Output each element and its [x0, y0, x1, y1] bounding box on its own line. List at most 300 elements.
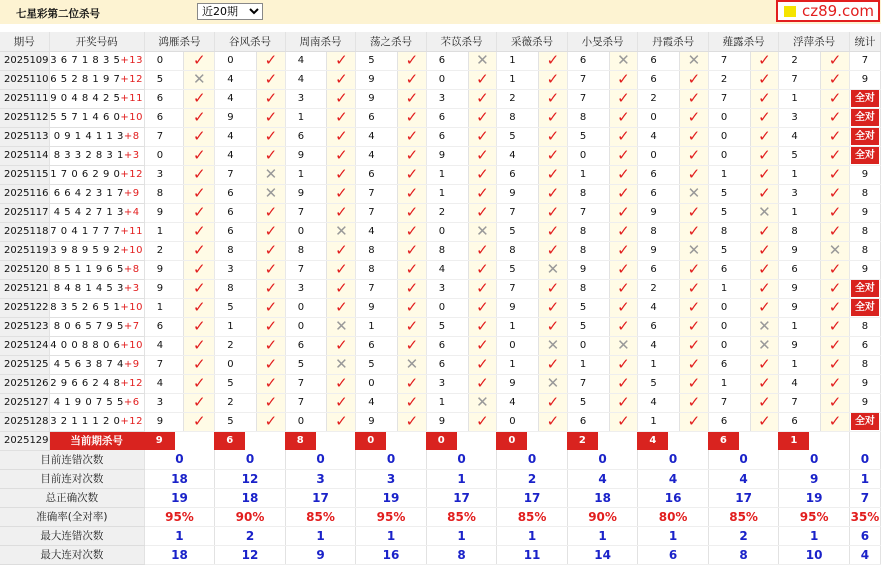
kill-number-cell: 7: [779, 393, 821, 412]
check-mark-icon: ✓: [828, 412, 842, 430]
summary-value: 95%: [779, 507, 850, 526]
check-mark-icon: ✓: [546, 355, 560, 373]
check-mark-icon: ✓: [687, 108, 701, 126]
check-mark-icon: ✓: [546, 184, 560, 202]
period-cell: 2025114: [0, 146, 49, 165]
check-icon: [821, 317, 850, 336]
summary-value: 4: [638, 469, 709, 488]
check-icon: [821, 108, 850, 127]
kill-number-cell: 8: [285, 241, 327, 260]
check-mark-icon: ✓: [193, 241, 206, 259]
kill-number-cell: 7: [567, 374, 609, 393]
summary-value: 95%: [356, 507, 427, 526]
table-row: [0, 298, 881, 317]
draw-digits: 4 5 4 2 7 1 3: [53, 207, 124, 218]
kill-number-cell: 8: [567, 184, 609, 203]
cross-mark-icon: ✕: [546, 336, 560, 354]
summary-value: 3: [285, 469, 356, 488]
kill-number-cell: 8: [567, 279, 609, 298]
kill-number-cell: 8: [356, 260, 398, 279]
summary-value: 7: [849, 488, 880, 507]
check-icon: [397, 165, 426, 184]
site-logo[interactable]: [776, 0, 880, 22]
check-mark-icon: ✓: [193, 146, 206, 164]
kill-number-cell: 0: [356, 374, 398, 393]
check-icon: [821, 393, 850, 412]
check-mark-icon: ✓: [617, 146, 630, 164]
summary-row: [0, 507, 881, 526]
kill-number-cell: 8: [356, 241, 398, 260]
check-mark-icon: ✓: [828, 89, 842, 107]
check-icon: [327, 146, 356, 165]
check-mark-icon: ✓: [758, 260, 771, 278]
draw-digits: 8 3 5 2 6 5 1: [50, 302, 121, 313]
kill-number-cell: 9: [779, 279, 821, 298]
check-mark-icon: ✓: [758, 412, 771, 430]
check-mark-icon: ✓: [758, 165, 771, 183]
kill-number-cell: 5: [497, 222, 539, 241]
check-mark-icon: ✓: [335, 298, 348, 316]
check-mark-icon: ✓: [546, 165, 560, 183]
kill-number-cell: 5: [356, 355, 398, 374]
check-icon: [184, 146, 215, 165]
check-icon: [750, 184, 779, 203]
check-mark-icon: ✓: [687, 203, 701, 221]
table-row: [0, 127, 881, 146]
check-mark-icon: ✓: [617, 279, 630, 297]
check-icon: [821, 184, 850, 203]
check-icon: [680, 203, 709, 222]
stat-cell: 8: [849, 184, 880, 203]
summary-value: 8: [708, 545, 779, 564]
check-icon: [609, 241, 638, 260]
stat-cell: [849, 412, 880, 431]
current-period-row: [0, 431, 881, 450]
kill-number-cell: 8: [779, 222, 821, 241]
summary-value: 85%: [285, 507, 356, 526]
current-stat-cell: [849, 431, 880, 450]
kill-number-cell: 9: [779, 241, 821, 260]
draw-digits: 3 9 8 9 5 9 2: [50, 245, 121, 256]
kill-number-cell: 3: [426, 374, 468, 393]
check-mark-icon: ✓: [335, 146, 348, 164]
kill-number-cell: 5: [708, 184, 750, 203]
check-mark-icon: ✓: [617, 412, 630, 430]
kill-number-cell: 1: [497, 70, 539, 89]
check-mark-icon: ✓: [193, 203, 206, 221]
summary-value: 0: [497, 450, 568, 469]
kill-number-cell: 1: [426, 393, 468, 412]
check-mark-icon: ✓: [264, 298, 278, 316]
check-icon: [256, 222, 285, 241]
check-mark-icon: ✓: [617, 298, 630, 316]
check-mark-icon: ✓: [335, 241, 348, 259]
check-icon: [821, 146, 850, 165]
check-mark-icon: ✓: [476, 127, 489, 145]
check-icon: [397, 108, 426, 127]
period-range-select[interactable]: [197, 3, 263, 20]
check-icon: [609, 260, 638, 279]
check-icon: [397, 241, 426, 260]
kill-number-cell: 1: [567, 165, 609, 184]
logo-text: cz89.com: [802, 2, 875, 20]
kill-number-cell: 9: [285, 184, 327, 203]
check-mark-icon: ✓: [758, 393, 771, 411]
all-correct-badge: 全对: [851, 413, 879, 430]
draw-numbers-cell: [49, 127, 144, 146]
kill-number-cell: 9: [285, 146, 327, 165]
cross-icon: [821, 241, 850, 260]
kill-number-cell: 9: [638, 203, 680, 222]
current-kill-number: 6: [214, 432, 245, 450]
check-mark-icon: ✓: [687, 393, 701, 411]
draw-digits: 6 5 2 8 1 9 7: [50, 74, 121, 85]
check-icon: [256, 146, 285, 165]
kill-number-cell: 0: [426, 222, 468, 241]
kill-number-cell: 1: [285, 108, 327, 127]
summary-value: 1: [426, 526, 497, 545]
summary-value: 90%: [215, 507, 286, 526]
summary-value: 0: [708, 450, 779, 469]
check-icon: [539, 393, 568, 412]
kill-number-cell: 0: [497, 412, 539, 431]
kill-number-cell: 7: [708, 393, 750, 412]
summary-value: 14: [567, 545, 638, 564]
check-icon: [468, 203, 497, 222]
kill-number-cell: 5: [215, 374, 257, 393]
stat-cell: [849, 298, 880, 317]
check-mark-icon: ✓: [828, 127, 842, 145]
check-mark-icon: ✓: [264, 374, 278, 392]
check-icon: [539, 51, 568, 70]
column-header: 荡之杀号: [356, 32, 427, 51]
kill-number-cell: 2: [215, 393, 257, 412]
check-icon: [397, 70, 426, 89]
kill-number-cell: 9: [779, 298, 821, 317]
kill-number-cell: 1: [779, 355, 821, 374]
check-icon: [184, 165, 215, 184]
check-mark-icon: ✓: [617, 393, 630, 411]
stat-cell: [849, 89, 880, 108]
period-cell: 2025120: [0, 260, 49, 279]
check-icon: [609, 222, 638, 241]
kill-number-cell: 6: [779, 412, 821, 431]
kill-number-cell: 1: [285, 165, 327, 184]
period-cell: 2025121: [0, 279, 49, 298]
check-icon: [327, 241, 356, 260]
kill-number-cell: 7: [497, 203, 539, 222]
period-cell: 2025110: [0, 70, 49, 89]
summary-value: 95%: [144, 507, 215, 526]
check-icon: [468, 146, 497, 165]
period-cell: 2025109: [0, 51, 49, 70]
kill-number-cell: 4: [215, 89, 257, 108]
draw-numbers-cell: [49, 241, 144, 260]
check-icon: [750, 374, 779, 393]
table-row: [0, 70, 881, 89]
check-icon: [327, 203, 356, 222]
kill-number-cell: 6: [638, 260, 680, 279]
draw-numbers-cell: [49, 108, 144, 127]
kill-number-cell: 9: [567, 260, 609, 279]
check-mark-icon: ✓: [193, 412, 206, 430]
check-icon: [609, 89, 638, 108]
check-icon: [609, 203, 638, 222]
kill-number-cell: 1: [497, 51, 539, 70]
cross-mark-icon: ✕: [758, 203, 771, 221]
check-mark-icon: ✓: [264, 222, 278, 240]
check-icon: [327, 165, 356, 184]
check-icon: [750, 127, 779, 146]
check-icon: [539, 108, 568, 127]
table-header-row: [0, 32, 881, 51]
check-mark-icon: ✓: [546, 393, 560, 411]
check-mark-icon: ✓: [335, 127, 348, 145]
draw-sum: +12: [120, 416, 143, 427]
check-icon: [327, 336, 356, 355]
check-icon: [397, 127, 426, 146]
period-cell: 2025125: [0, 355, 49, 374]
kill-number-cell: 7: [567, 70, 609, 89]
summary-value: 4: [849, 545, 880, 564]
check-mark-icon: ✓: [193, 374, 206, 392]
cross-icon: [468, 51, 497, 70]
summary-value: 18: [215, 488, 286, 507]
check-mark-icon: ✓: [546, 51, 560, 69]
check-mark-icon: ✓: [828, 279, 842, 297]
kill-number-cell: 2: [779, 51, 821, 70]
check-icon: [468, 165, 497, 184]
current-kill-cell: [356, 431, 427, 450]
kill-number-cell: 0: [215, 51, 257, 70]
check-icon: [539, 317, 568, 336]
stat-cell: 7: [849, 51, 880, 70]
kill-number-cell: 1: [144, 298, 184, 317]
kill-number-cell: 0: [426, 298, 468, 317]
check-icon: [468, 260, 497, 279]
check-icon: [609, 127, 638, 146]
check-mark-icon: ✓: [828, 317, 842, 335]
check-icon: [680, 108, 709, 127]
check-mark-icon: ✓: [476, 89, 489, 107]
kill-number-cell: 1: [779, 203, 821, 222]
check-mark-icon: ✓: [546, 127, 560, 145]
column-header: 期号: [0, 32, 49, 51]
kill-number-cell: 4: [497, 393, 539, 412]
check-icon: [821, 70, 850, 89]
period-cell: 2025118: [0, 222, 49, 241]
check-icon: [468, 70, 497, 89]
check-icon: [256, 393, 285, 412]
kill-number-cell: 6: [285, 336, 327, 355]
cross-icon: [327, 222, 356, 241]
cross-icon: [680, 241, 709, 260]
check-mark-icon: ✓: [758, 355, 771, 373]
draw-sum: +6: [123, 397, 140, 408]
current-kill-cell: [144, 431, 215, 450]
kill-number-cell: 0: [285, 222, 327, 241]
check-icon: [256, 260, 285, 279]
draw-digits: 4 5 6 3 8 7 4: [53, 359, 124, 370]
check-icon: [680, 336, 709, 355]
check-icon: [680, 374, 709, 393]
draw-sum: +3: [123, 150, 140, 161]
kill-number-cell: 9: [356, 412, 398, 431]
check-icon: [256, 241, 285, 260]
kill-number-cell: 5: [567, 127, 609, 146]
summary-value: 4: [708, 469, 779, 488]
check-mark-icon: ✓: [264, 412, 278, 430]
summary-value: 0: [215, 450, 286, 469]
kill-number-cell: 6: [356, 165, 398, 184]
summary-value: 0: [849, 450, 880, 469]
check-mark-icon: ✓: [335, 203, 348, 221]
stat-cell: [849, 108, 880, 127]
period-cell: 2025111: [0, 89, 49, 108]
draw-sum: +10: [120, 245, 143, 256]
draw-sum: +4: [123, 207, 140, 218]
cross-icon: [750, 336, 779, 355]
table-row: [0, 146, 881, 165]
kill-number-cell: 5: [497, 260, 539, 279]
summary-value: 1: [779, 526, 850, 545]
check-icon: [327, 298, 356, 317]
check-mark-icon: ✓: [405, 393, 419, 411]
check-icon: [256, 317, 285, 336]
check-mark-icon: ✓: [687, 317, 701, 335]
check-mark-icon: ✓: [405, 184, 419, 202]
column-header: 开奖号码: [49, 32, 144, 51]
cross-mark-icon: ✕: [758, 336, 771, 354]
table-row: [0, 260, 881, 279]
check-mark-icon: ✓: [193, 393, 206, 411]
draw-digits: 8 3 3 2 8 3 1: [53, 150, 124, 161]
check-icon: [821, 260, 850, 279]
summary-value: 3: [356, 469, 427, 488]
cross-mark-icon: ✕: [687, 51, 701, 69]
draw-sum: +10: [120, 340, 143, 351]
cross-icon: [397, 355, 426, 374]
cross-mark-icon: ✕: [193, 70, 206, 88]
kill-number-cell: 0: [285, 412, 327, 431]
current-kill-cell: [708, 431, 779, 450]
kill-number-cell: 9: [497, 184, 539, 203]
table-row: [0, 336, 881, 355]
check-icon: [750, 165, 779, 184]
summary-row: [0, 450, 881, 469]
table-row: [0, 317, 881, 336]
cross-mark-icon: ✕: [687, 241, 701, 259]
check-mark-icon: ✓: [476, 165, 489, 183]
check-icon: [539, 279, 568, 298]
summary-label: 最大连错次数: [0, 526, 144, 545]
check-mark-icon: ✓: [264, 146, 278, 164]
check-mark-icon: ✓: [405, 279, 419, 297]
check-icon: [468, 108, 497, 127]
check-icon: [468, 89, 497, 108]
check-icon: [327, 393, 356, 412]
check-mark-icon: ✓: [335, 336, 348, 354]
kill-number-cell: 6: [426, 127, 468, 146]
check-icon: [468, 336, 497, 355]
draw-digits: 7 0 4 1 7 7 7: [50, 226, 121, 237]
period-cell: 2025115: [0, 165, 49, 184]
check-icon: [750, 222, 779, 241]
check-mark-icon: ✓: [264, 108, 278, 126]
draw-numbers-cell: [49, 89, 144, 108]
check-icon: [609, 355, 638, 374]
check-mark-icon: ✓: [193, 165, 206, 183]
check-icon: [327, 412, 356, 431]
kill-number-cell: 2: [215, 336, 257, 355]
check-icon: [750, 355, 779, 374]
summary-value: 0: [356, 450, 427, 469]
summary-value: 90%: [567, 507, 638, 526]
kill-number-cell: 7: [215, 165, 257, 184]
kill-number-cell: 3: [144, 393, 184, 412]
check-icon: [468, 241, 497, 260]
cross-icon: [609, 336, 638, 355]
kill-number-cell: 9: [144, 260, 184, 279]
check-icon: [539, 89, 568, 108]
draw-numbers-cell: [49, 412, 144, 431]
check-mark-icon: ✓: [828, 70, 842, 88]
stat-cell: 8: [849, 317, 880, 336]
kill-number-cell: 1: [779, 165, 821, 184]
kill-number-cell: 6: [426, 51, 468, 70]
check-mark-icon: ✓: [617, 241, 630, 259]
cross-icon: [680, 51, 709, 70]
check-mark-icon: ✓: [687, 146, 701, 164]
summary-value: 19: [144, 488, 215, 507]
current-kill-number: 0: [426, 432, 457, 450]
kill-number-cell: 9: [144, 279, 184, 298]
check-icon: [680, 393, 709, 412]
check-mark-icon: ✓: [828, 374, 842, 392]
check-mark-icon: ✓: [758, 146, 771, 164]
cross-mark-icon: ✕: [335, 317, 348, 335]
draw-sum: +12: [120, 74, 143, 85]
kill-number-cell: 1: [144, 222, 184, 241]
column-header: 浮萍杀号: [779, 32, 850, 51]
kill-number-cell: 4: [356, 146, 398, 165]
check-icon: [184, 89, 215, 108]
check-mark-icon: ✓: [193, 336, 206, 354]
kill-number-cell: 6: [215, 222, 257, 241]
check-icon: [468, 184, 497, 203]
kill-number-cell: 4: [285, 51, 327, 70]
check-icon: [680, 89, 709, 108]
draw-digits: 0 9 1 4 1 1 3: [53, 131, 124, 142]
check-mark-icon: ✓: [828, 108, 842, 126]
check-mark-icon: ✓: [546, 70, 560, 88]
check-icon: [821, 279, 850, 298]
check-icon: [468, 279, 497, 298]
kill-number-cell: 7: [144, 355, 184, 374]
draw-digits: 5 5 7 1 4 6 0: [50, 112, 121, 123]
check-mark-icon: ✓: [476, 260, 489, 278]
kill-number-cell: 0: [567, 146, 609, 165]
summary-value: 6: [638, 545, 709, 564]
kill-number-cell: 7: [285, 260, 327, 279]
check-icon: [397, 89, 426, 108]
cross-mark-icon: ✕: [335, 222, 348, 240]
table-row: [0, 393, 881, 412]
check-mark-icon: ✓: [546, 203, 560, 221]
kill-number-cell: 4: [215, 127, 257, 146]
check-icon: [750, 51, 779, 70]
check-icon: [327, 260, 356, 279]
